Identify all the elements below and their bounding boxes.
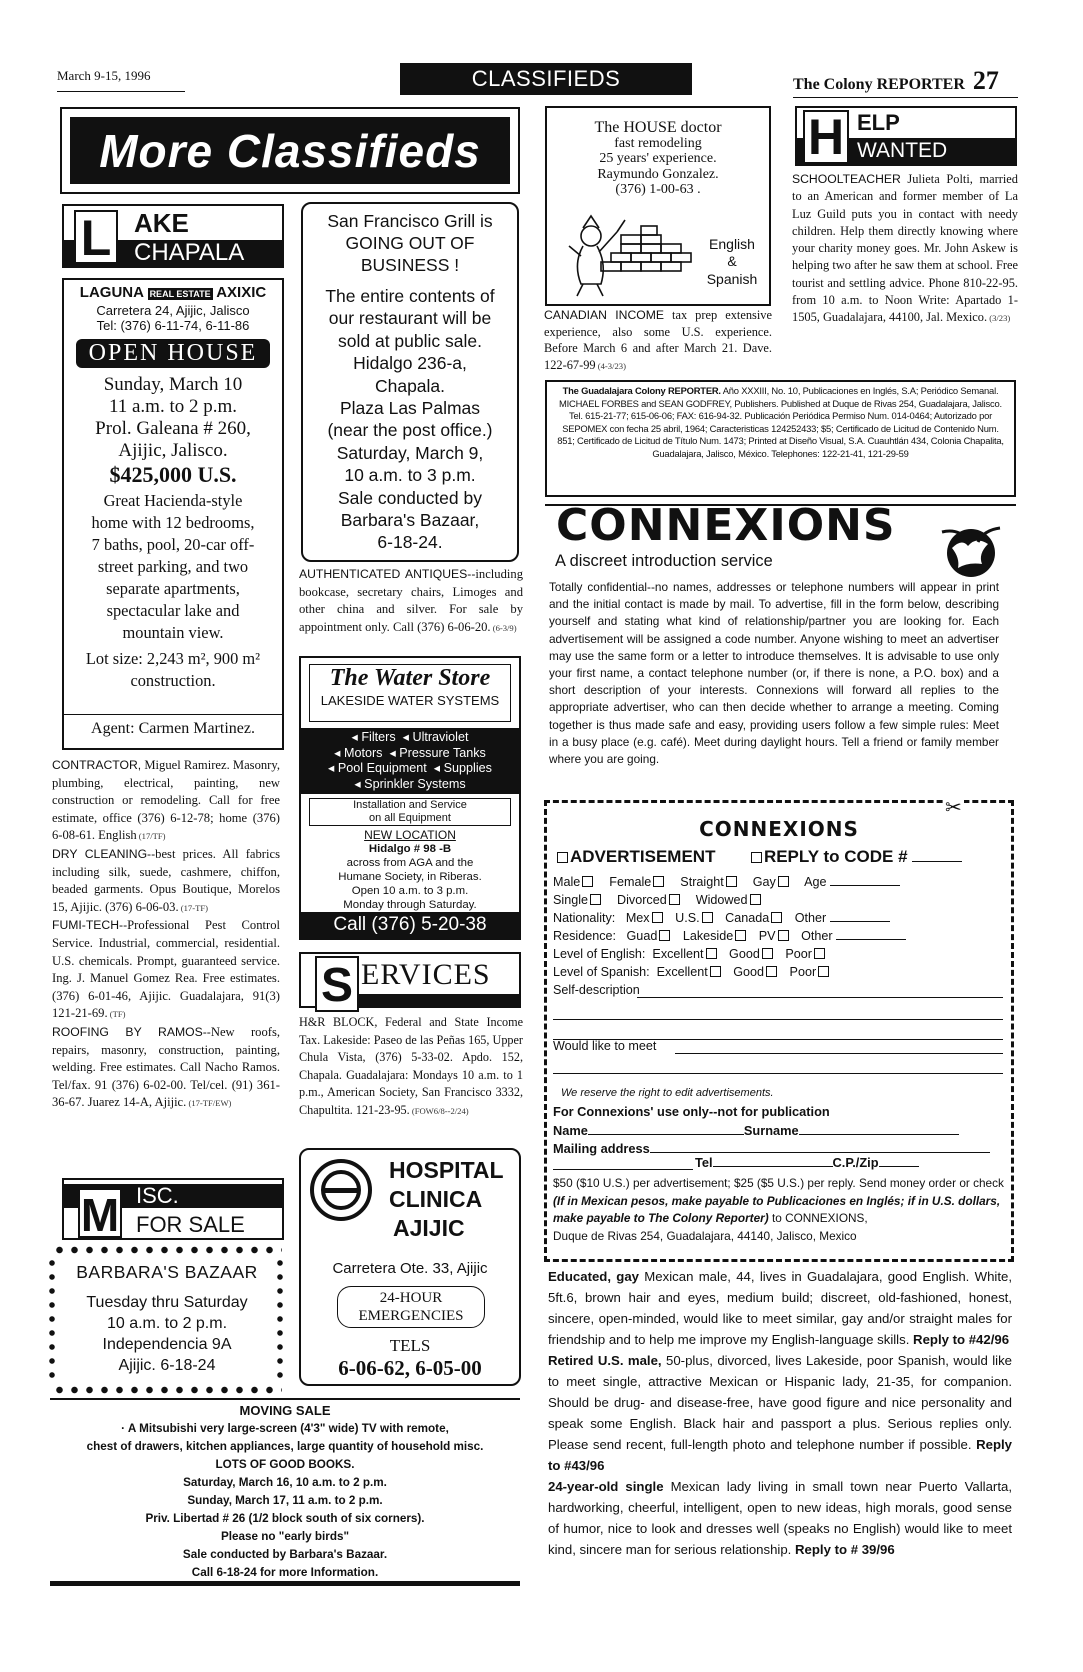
connexions-form: [544, 797, 1014, 1262]
moving-line: Call 6-18-24 for more Information.: [191, 1566, 379, 1579]
hours-line: EMERGENCIES: [358, 1308, 464, 1324]
agent-rule: [64, 714, 282, 715]
services-header: [299, 952, 521, 1012]
open-house-line: 11 a.m. to 2 p.m.: [108, 396, 238, 417]
help-wanted-header: [795, 106, 1017, 166]
laguna-brand-mid: REAL ESTATE: [149, 289, 211, 299]
hospital-name: [389, 1156, 504, 1243]
scissors-icon: ✂: [945, 797, 962, 819]
hd-line: fast remodeling: [614, 135, 702, 151]
form-row-gender: Male Female Straight Gay Age: [553, 875, 900, 889]
canadian-income-ad: [544, 307, 772, 374]
house-doctor-text: [547, 120, 769, 198]
feature-row: ◂ Pool Equipment ◂ Supplies: [328, 761, 492, 775]
hospital-line: CLINICA: [389, 1186, 483, 1212]
sf-grill-ad: [301, 202, 519, 562]
desc-line: mountain view.: [122, 623, 224, 642]
water-call: Call (376) 5-20-38: [301, 912, 519, 938]
form-title: CONNEXIONS: [699, 817, 859, 841]
header-date-rule: [57, 91, 185, 92]
addr-line: Hidalgo # 98 -B: [368, 843, 452, 855]
self-description-label: Self-description: [553, 983, 640, 997]
moving-line: LOTS OF GOOD BOOKS.: [215, 1458, 355, 1471]
sf-line: 10 a.m. to 3 p.m.: [344, 465, 476, 486]
barbara-title: BARBARA'S BAZAAR: [76, 1262, 258, 1282]
self-description-field[interactable]: [637, 997, 1003, 998]
bricklayer-icon: [561, 212, 699, 298]
name-row: Name Surname: [553, 1123, 1003, 1138]
header-paper: [793, 66, 999, 96]
agent-name: Agent: Carmen Martinez.: [91, 720, 255, 737]
globe-icon: [938, 518, 1004, 584]
zip-field[interactable]: [879, 1166, 919, 1167]
hd-amp: &: [727, 253, 737, 270]
widowed-checkbox[interactable]: [750, 894, 761, 905]
form-row-english: Level of English: Excellent Good Poor: [553, 947, 827, 961]
name-field[interactable]: [588, 1134, 744, 1135]
classified-ad: AUTHENTICATED ANTIQUES--including bookcase, secretary chairs, Limoges and other china and silver. For sale by appointment only. Call (376) 6-06-20. (6-3/9): [299, 567, 523, 634]
laguna-ad: [62, 278, 284, 750]
desc-line: 7 baths, pool, 20-car off-: [91, 535, 255, 554]
dot-border-left: [48, 1256, 56, 1384]
section-banner: [400, 63, 692, 95]
antiques-ad: [299, 566, 523, 637]
self-description-line[interactable]: [553, 1019, 1003, 1020]
nationality-other-field[interactable]: [830, 921, 890, 922]
hrblock-ad: [299, 1014, 523, 1121]
sf-headline-line: San Francisco Grill is: [327, 211, 493, 231]
canada-checkbox[interactable]: [771, 912, 782, 923]
open-house-line: Ajijic, Jalisco.: [118, 440, 228, 461]
form-address: Duque de Rivas 254, Guadalajara, 44140, Jalisco, Mexico: [553, 1228, 857, 1243]
moving-line: Saturday, March 16, 10 a.m. to 2 p.m.: [183, 1476, 387, 1489]
services-bar: [359, 994, 521, 1008]
reserve-note: We reserve the right to edit advertisements.: [561, 1087, 774, 1099]
for-use-only: For Connexions' use only--not for publication: [553, 1104, 830, 1119]
services-word: ERVICES: [361, 958, 491, 991]
dot-border-top: [52, 1246, 282, 1254]
addr-line: Open 10 a.m. to 3 p.m.: [351, 885, 469, 897]
sf-line: sold at public sale.: [338, 330, 482, 351]
laguna-address: Carretera 24, Ajijic, Jalisco: [96, 303, 250, 318]
water-address: [301, 842, 519, 912]
paper-name: The Colony REPORTER: [793, 76, 965, 93]
water-subtitle: LAKESIDE WATER SYSTEMS: [320, 693, 500, 708]
lake-top: AKE: [134, 208, 189, 238]
personal-ad: Retired U.S. male, 50-plus, divorced, lives Lakeside, poor Spanish, would like to meet single, attractive Mexican or Hispanic lady, 21-35, for companion. Should be drug- and disease-free, have good figure and nice personality and speak some English. Black hair and passport a plus. Serious replies only. Please send recent, full-length photo and telephone number if possible. Reply to #43/96: [548, 1353, 1013, 1473]
would-like-field[interactable]: [675, 1053, 1003, 1054]
hd-spanish: Spanish: [706, 270, 758, 287]
hd-line: (376) 1-00-63 .: [615, 182, 701, 197]
form-row-spanish: Level of Spanish: Excellent Good Poor: [553, 965, 831, 979]
feature-row: ◂ Motors ◂ Pressure Tanks: [334, 745, 486, 760]
reply-label: REPLY to CODE #: [763, 847, 908, 866]
water-title: The Water Store: [329, 665, 491, 691]
sf-line: Hidalgo 236-a,: [353, 353, 467, 374]
tel-row: Tel C.P./Zip: [695, 1155, 919, 1170]
sf-headline: [303, 210, 517, 276]
english-poor-checkbox[interactable]: [814, 948, 825, 959]
help-letter: H: [803, 110, 849, 164]
address-field[interactable]: [650, 1152, 990, 1153]
fee-text: $50 ($10 U.S.) per advertisement; $25 ($5 U.S.) per reply. Send money order or check (If in Mexican pesos, make payable to Publicaciones en Inglés; if in U.S. dollars, make payable to The Colony Reporter) to CONNEXIONS, Duque de Rivas 254, Guadalajara, 44140, Jalisco, Mexico: [553, 1175, 1005, 1245]
sf-line: Plaza Las Palmas: [339, 398, 481, 419]
lot-size: Lot size: 2,243 m², 900 m²: [85, 649, 261, 668]
barbara-line: Ajijic. 6-18-24: [118, 1357, 216, 1374]
water-features: [301, 728, 519, 794]
classified-ad: H&R BLOCK, Federal and State Income Tax. Lakeside: Paseo de las Peñas 165, Upper Chula Vista, (376) 5-33-02. Apdo. 152, Chapala. Guadalajara: Mondays 10 a.m. to 1 p.m., American Society, San Francisco 3332, Chapultita. 121-23-95. (FOW6/8--2/24): [299, 1015, 523, 1117]
desc-line: home with 12 bedrooms,: [91, 513, 255, 532]
misc-for-sale-header: [62, 1178, 284, 1240]
sf-body: [303, 285, 517, 554]
lakeside-checkbox[interactable]: [735, 930, 746, 941]
us-checkbox[interactable]: [702, 912, 713, 923]
laguna-brand: [64, 284, 282, 301]
hospital-address: Carretera Ote. 33, Ajijic: [332, 1260, 488, 1277]
open-house-details: [64, 374, 282, 486]
more-classifieds-title: More Classifieds: [70, 117, 510, 184]
lake-letter: L: [74, 210, 118, 264]
hospital-line: AJIJIC: [393, 1215, 465, 1241]
age-field[interactable]: [830, 885, 900, 886]
section-title: CLASSIFIEDS: [471, 66, 621, 91]
form-type-row: [555, 847, 962, 867]
tel-field[interactable]: [713, 1166, 833, 1167]
desc-line: spectacular lake and: [106, 601, 240, 620]
sf-line: 6-18-24.: [377, 532, 443, 553]
surname-field[interactable]: [799, 1134, 959, 1135]
divorced-checkbox[interactable]: [669, 894, 680, 905]
moving-line: Sunday, March 17, 11 a.m. to 2 p.m.: [187, 1494, 383, 1507]
sf-line: Saturday, March 9,: [336, 442, 484, 463]
hospital-hours: [337, 1286, 485, 1328]
open-house-line: Sunday, March 10: [103, 374, 243, 395]
sf-headline-line: GOING OUT OF: [345, 233, 475, 253]
moving-line: Sale conducted by Barbara's Bazaar.: [182, 1548, 388, 1561]
moving-line: Priv. Libertad # 26 (1/2 block south of six corners).: [145, 1512, 425, 1525]
connexions-tagline: A discreet introduction service: [555, 552, 773, 570]
reply-checkbox[interactable]: [751, 852, 762, 863]
barbara-line: 10 a.m. to 2 p.m.: [106, 1315, 228, 1332]
moving-sale-rule-bottom: [50, 1581, 520, 1586]
reply-code-field[interactable]: [912, 861, 962, 862]
lake-bottom: CHAPALA: [64, 240, 282, 266]
mex-checkbox[interactable]: [652, 912, 663, 923]
water-install: [309, 798, 511, 826]
form-row-residence: Residence: Guad Lakeside PV Other: [553, 929, 906, 943]
spanish-good-checkbox[interactable]: [766, 966, 777, 977]
open-house-price: $425,000 U.S.: [109, 462, 237, 487]
desc-line: separate apartments,: [106, 579, 240, 598]
schoolteacher-ad: [792, 171, 1018, 328]
sf-line: The entire contents of: [325, 286, 495, 306]
header-right-rule: [793, 97, 1018, 98]
desc-line: street parking, and two: [97, 557, 249, 576]
moving-line: · A Mitsubishi very large-screen (4'3" wide) TV with remote,: [121, 1422, 449, 1435]
connexions-body: [549, 579, 999, 768]
help-bottom: WANTED: [795, 138, 1017, 164]
dot-border-right: [276, 1256, 284, 1384]
lake-chapala-header: [62, 204, 284, 268]
water-store-ad: [299, 656, 521, 940]
masthead-box: [545, 380, 1016, 497]
hd-languages: [697, 236, 767, 288]
english-excellent-checkbox[interactable]: [706, 948, 717, 959]
hd-english: English: [709, 236, 755, 252]
barbara-line: Tuesday thru Saturday: [86, 1294, 248, 1311]
hd-line: The HOUSE doctor: [594, 119, 722, 136]
would-like-line[interactable]: [553, 1073, 1003, 1074]
advertisement-checkbox[interactable]: [557, 852, 568, 863]
moving-line: Please no "early birds": [220, 1530, 349, 1543]
install-line: Installation and Service: [353, 799, 467, 811]
hospital-tels-label: TELS: [389, 1336, 431, 1355]
hospital-logo-icon: [309, 1158, 373, 1222]
male-checkbox[interactable]: [582, 876, 593, 887]
connexions-logo: CONNEXIONS: [556, 500, 896, 551]
hd-line: Raymundo Gonzalez.: [597, 166, 719, 182]
would-like-label: Would like to meet: [553, 1039, 657, 1053]
header-date: March 9-15, 1996: [57, 68, 151, 83]
install-line: on all Equipment: [369, 812, 451, 824]
open-house-badge: OPEN HOUSE: [76, 339, 270, 368]
barbara-lines: [58, 1292, 276, 1376]
desc-line: Great Hacienda-style: [103, 491, 243, 510]
sf-line: Chapala.: [374, 375, 446, 396]
hours-line: 24-HOUR: [379, 1290, 443, 1306]
address-line[interactable]: [553, 1169, 693, 1170]
open-house-line: Prol. Galeana # 260,: [95, 418, 251, 439]
connexions-body-text: Totally confidential--no names, addresses or telephone numbers will appear in print and the initial contact is made by mail. To advertise, fill in the form below, describing yourself and stating what kind of relationship/partner you are looking for. Each advertisement will be assigned a code number. Anyone wishing to meet an advertiser may use the same form or a letter to introduce themselves. It is advisable to use only your first name, a contact telephone number (or, if there is none, a P.O. box) and a short description of your interests. Connexions will forward all replies to the appropriate advertiser, who can then decide whether to arrange a meeting. Coming together is thus made safe and easy, providing users follow a few simple rules: Meet in a busy place (e.g. café). Meet during daylight hours. Tell a friend or family member where you are going.: [549, 580, 999, 767]
feature-row: ◂ Filters ◂ Ultraviolet: [351, 730, 469, 744]
straight-checkbox[interactable]: [726, 876, 737, 887]
single-checkbox[interactable]: [590, 894, 601, 905]
moving-sale-rule-top: [50, 1398, 520, 1400]
dot-border-bottom: [52, 1386, 282, 1394]
personal-ad: 24-year-old single Mexican lady living in small town near Puerto Vallarta, hardworking, cheerful, intelligent, open to new ideas, high morals, good sense of humor, nice to look and dresses well (speaks no English) would like to meet kind, sincere man for serious relationship. Reply to # 39/96: [548, 1479, 1012, 1557]
sf-line: our restaurant will be: [328, 308, 492, 329]
addr-line: Humane Society, in Riberas.: [338, 871, 482, 883]
hospital-tels: 6-06-62, 6-05-00: [338, 1356, 482, 1380]
form-row-nationality: Nationality: Mex U.S. Canada Other: [553, 911, 890, 925]
pv-checkbox[interactable]: [778, 930, 789, 941]
residence-other-field[interactable]: [836, 939, 906, 940]
water-newloc: NEW LOCATION: [364, 828, 456, 842]
personal-ads: [548, 1266, 1012, 1560]
house-doctor-ad: [545, 106, 771, 306]
sf-line: (near the post office.): [327, 420, 493, 441]
spanish-excellent-checkbox[interactable]: [710, 966, 721, 977]
barbaras-bazaar-ad: [48, 1246, 286, 1394]
page-number: 27: [972, 66, 999, 95]
gay-checkbox[interactable]: [778, 876, 789, 887]
masthead-text: The Guadalajara Colony REPORTER. Año XXXIII, No. 10, Publicaciones en Inglés, S.A; Periódico Semanal. MICHAEL FORBES and SEAN GODFREY, Publishers. Published at Duque de Rivas 254, Guadalajara, Jalisco. Tel. 615-21-77; 615-06-06; FAX: 616-94-32. Publicación Periódica Permiso Num. 014-0464; Autorizado por SEPOMEX con fecha 25 abril, 1964; Caracteristicas 124252433; $5; Certificado de Licitud de Contenido Num. 851; Certificado de Licitud de Título Num. 1473; Printed at Diseño Visual, S.A. Cuauhtlán 434, Colonia Chapalita, Guadalajara, Jalisco, México. Telephones: 122-21-41, 121-29-59: [557, 385, 1004, 459]
more-classifieds-frame: [60, 107, 520, 194]
sf-headline-line: BUSINESS !: [360, 255, 460, 275]
classified-ad: CONTRACTOR, Miguel Ramirez. Masonry, plumbing, electrical, painting, new construction or remodeling. Call for free estimate, office (376) 6-12-78; home (376) 6-08-61. English (17/TF): [52, 758, 280, 843]
help-top: ELP: [857, 110, 900, 135]
personal-ad: Educated, gay Mexican male, 44, lives in Guadalajara, good English. White, 5ft.6, brown hair and eyes, medium build; discreet, old-fashioned, honest, sincere, open-minded, would like to meet similar, gay and/or straight males for friendship and to help me improve my English-language skills. Reply to #42/96: [548, 1269, 1012, 1347]
classified-ad: FUMI-TECH--Professional Pest Control Service. Industrial, commercial, residential. U.S. chemicals. Prompt, guaranteed service. Ing. J. Manuel Gomez Rea. Free estimates. (376) 6-01-46, Ajijic. Guadalajara, 91(3) 121-21-69. (TF): [52, 918, 280, 1021]
address-row: Mailing address: [553, 1141, 1003, 1156]
barbara-line: Independencia 9A: [102, 1336, 232, 1353]
advertisement-label: ADVERTISEMENT: [570, 847, 716, 866]
laguna-brand-left: LAGUNA: [79, 284, 144, 301]
lot-construction: construction.: [130, 671, 216, 690]
moving-sale-ad: [48, 1402, 522, 1582]
addr-line: Monday through Saturday.: [343, 899, 477, 911]
guad-checkbox[interactable]: [659, 930, 670, 941]
misc-bottom: FOR SALE: [136, 1212, 245, 1237]
open-house-description: [64, 490, 282, 692]
english-good-checkbox[interactable]: [762, 948, 773, 959]
misc-letter: M: [78, 1188, 122, 1238]
female-checkbox[interactable]: [653, 876, 664, 887]
moving-line: chest of drawers, kitchen appliances, large quantity of household misc.: [86, 1440, 484, 1453]
laguna-tel: Tel: (376) 6-11-74, 6-11-86: [96, 318, 250, 333]
laguna-brand-right: AXIXIC: [216, 284, 267, 301]
water-title-box: [309, 664, 511, 722]
form-row-status: Single Divorced Widowed: [553, 893, 763, 907]
col1-ads: [52, 757, 280, 1113]
misc-top: ISC.: [64, 1184, 282, 1208]
classified-ad: CANADIAN INCOME tax prep extensive experience, also some U.S. experience. Before March 6 and after March 21. Dave. 122-67-99 (4-3/23): [544, 308, 772, 372]
classified-ad: SCHOOLTEACHER Julieta Polti, married to an American and former member of La Luz Guild puts you in contact with needy children. Help them directly knowing where your charity money goes. Mr. John Askew is helping two after he saw them at school. Free tourist and settling advice. Phone 810-22-95. from 10 a.m. to Noon Write: Apartado 1-1505, Guadalajara, 44100, Jal. Mexico. (3/23): [792, 172, 1018, 325]
classified-ad: DRY CLEANING--best prices. All fabrics including silk, suede, cashmere, chiffon, beaded garments. Opus Boutique, Morelos 15, Ajijic. (376) 6-06-03. (17-TF): [52, 846, 280, 914]
sf-line: Sale conducted by: [338, 487, 482, 508]
addr-line: across from AGA and the: [346, 857, 474, 869]
hospital-ad: [299, 1148, 521, 1386]
classified-ad: ROOFING BY RAMOS--New roofs, repairs, masonry, construction, painting, welding. Free estimates. Call Nacho Ramos. Tel/fax. 91 (376) 6-02-00. Tel/cel. (91) 361-36-67. Juarez 14-A, Ajijic. (17-TF/EW): [52, 1024, 280, 1110]
feature-row: ◂ Sprinkler Systems: [354, 776, 466, 791]
hospital-line: HOSPITAL: [389, 1157, 504, 1183]
moving-title: MOVING SALE: [239, 1403, 331, 1418]
hd-line: 25 years' experience.: [599, 151, 717, 166]
spanish-poor-checkbox[interactable]: [818, 966, 829, 977]
sf-line: Barbara's Bazaar,: [340, 510, 480, 531]
services-letter: S: [315, 956, 359, 1012]
